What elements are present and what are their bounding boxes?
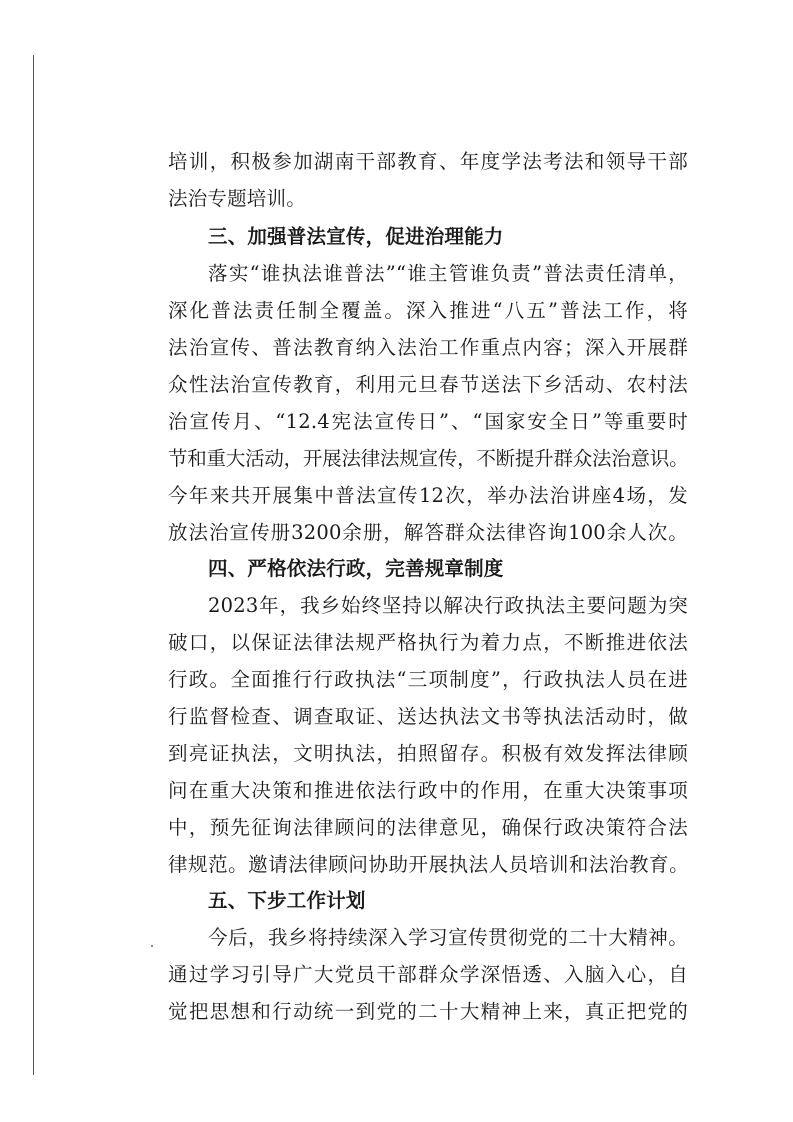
- body-line: 深化普法责任制全覆盖。深入推进“八五”普法工作，将: [168, 299, 688, 322]
- body-line: 放法治宣传册3200余册，解答群众法律咨询100余人次。: [168, 521, 688, 544]
- scan-edge-line: [33, 55, 34, 1075]
- body-line: 行政。全面推行行政执法“三项制度”，行政执法人员在进: [168, 668, 688, 691]
- body-line: 法治专题培训。: [168, 187, 306, 210]
- section-heading: 三、加强普法宣传，促进治理能力: [208, 225, 504, 248]
- body-line: 众性法治宣传教育，利用元旦春节送法下乡活动、农村法: [168, 373, 688, 396]
- paragraph-start: 今后，我乡将持续深入学习宣传贯彻党的二十大精神。: [208, 926, 688, 949]
- paragraph-start: 2023年，我乡始终坚持以解决行政执法主要问题为突: [208, 594, 688, 617]
- body-line: 今年来共开展集中普法宣传12次，举办法治讲座4场，发: [168, 484, 688, 507]
- body-line: 治宣传月、“12.4宪法宣传日”、“国家安全日”等重要时: [168, 410, 688, 433]
- scan-speck: [151, 945, 153, 947]
- paragraph-start: 落实“谁执法谁普法”“谁主管谁负责”普法责任清单，: [208, 262, 688, 285]
- body-line: 通过学习引导广大党员干部群众学深悟透、入脑入心，自: [168, 963, 688, 986]
- body-line: 问在重大决策和推进依法行政中的作用，在重大决策事项: [168, 779, 688, 802]
- body-line: 破口，以保证法律法规严格执行为着力点，不断推进依法: [168, 631, 688, 654]
- section-heading: 四、严格依法行政，完善规章制度: [208, 557, 504, 580]
- body-line: 律规范。邀请法律顾问协助开展执法人员培训和法治教育。: [168, 853, 688, 876]
- body-line: 节和重大活动，开展法律法规宣传，不断提升群众法治意识。: [168, 447, 688, 470]
- body-line: 法治宣传、普法教育纳入法治工作重点内容；深入开展群: [168, 336, 688, 359]
- body-line: 中，预先征询法律顾问的法律意见，确保行政决策符合法: [168, 816, 688, 839]
- body-line: 行监督检查、调查取证、送达执法文书等执法活动时，做: [168, 705, 688, 728]
- body-line: 到亮证执法，文明执法，拍照留存。积极有效发挥法律顾: [168, 742, 688, 765]
- section-heading: 五、下步工作计划: [208, 889, 366, 912]
- body-line: 培训，积极参加湖南干部教育、年度学法考法和领导干部: [168, 150, 688, 173]
- body-line: 觉把思想和行动统一到党的二十大精神上来，真正把党的: [168, 1000, 688, 1023]
